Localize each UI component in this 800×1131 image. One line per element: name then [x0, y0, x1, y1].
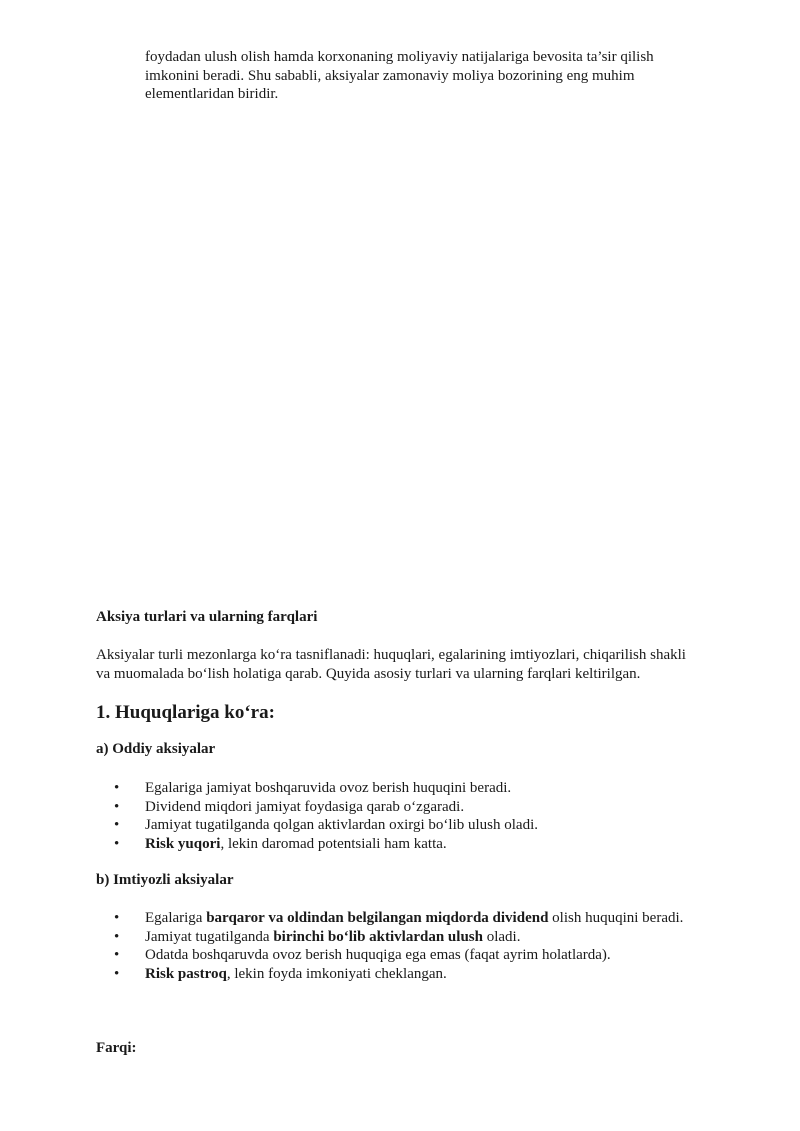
bullet-icon: • — [114, 817, 120, 833]
ordinary-shares-list — [114, 779, 754, 853]
bold-text: barqaror va oldindan belgilangan miqdorda dividend — [206, 910, 549, 926]
list-item: • Risk pastroq, lekin foyda imkoniyati cheklangan. — [114, 965, 447, 982]
difference-label: Farqi: — [96, 1040, 137, 1056]
bullet-icon: • — [114, 835, 120, 852]
ordinary-shares-heading: a) Oddiy aksiyalar — [96, 741, 216, 757]
list-item: • Odatda boshqaruvda ovoz berish huquqiga ega emas (faqat ayrim holatlarda). — [114, 947, 611, 963]
intro-line: elementlaridan biridir. — [145, 86, 279, 102]
bullet-icon: • — [114, 780, 120, 796]
heading-rights: 1. Huquqlariga ko‘ra: — [96, 702, 275, 723]
bullet-icon: • — [114, 910, 120, 926]
intro-line: foydadan ulush olish hamda korxonaning moliyaviy natijalariga bevosita ta’sir qilish — [145, 49, 654, 65]
section-paragraph — [96, 646, 746, 683]
list-item: • Dividend miqdori jamiyat foydasiga qarab o‘zgaradi. — [114, 798, 465, 815]
bullet-icon: • — [114, 798, 120, 815]
section-title: Aksiya turlari va ularning farqlari — [96, 609, 318, 625]
paragraph-line: Aksiyalar turli mezonlarga ko‘ra tasniflanadi: huquqlari, egalarining imtiyozlari, chiqarilish shakli — [96, 647, 686, 663]
intro-line: imkonini beradi. Shu sababli, aksiyalar zamonaviy moliya bozorining eng muhim — [145, 67, 635, 84]
preferred-shares-list — [114, 909, 754, 983]
bold-text: birinchi bo‘lib aktivlardan ulush — [273, 928, 483, 945]
bold-text: Risk yuqori — [145, 835, 221, 852]
bullet-icon: • — [114, 965, 120, 982]
bold-text: Risk pastroq — [145, 965, 227, 982]
bullet-icon: • — [114, 928, 120, 945]
list-item: • Jamiyat tugatilganda qolgan aktivlardan oxirgi bo‘lib ulush oladi. — [114, 817, 538, 833]
bullet-icon: • — [114, 947, 120, 963]
paragraph-line: va muomalada bo‘lish holatiga qarab. Quyida asosiy turlari va ularning farqlari keltirilgan. — [96, 665, 641, 682]
list-item: • Egalariga barqaror va oldindan belgilangan miqdorda dividend olish huquqini beradi. — [114, 910, 684, 926]
list-item: • Jamiyat tugatilganda birinchi bo‘lib aktivlardan ulush oladi. — [114, 928, 521, 945]
intro-paragraph — [145, 48, 745, 104]
list-item: • Risk yuqori, lekin daromad potentsiali ham katta. — [114, 835, 447, 852]
list-item: • Egalariga jamiyat boshqaruvida ovoz berish huquqini beradi. — [114, 780, 512, 796]
preferred-shares-heading: b) Imtiyozli aksiyalar — [96, 872, 234, 888]
